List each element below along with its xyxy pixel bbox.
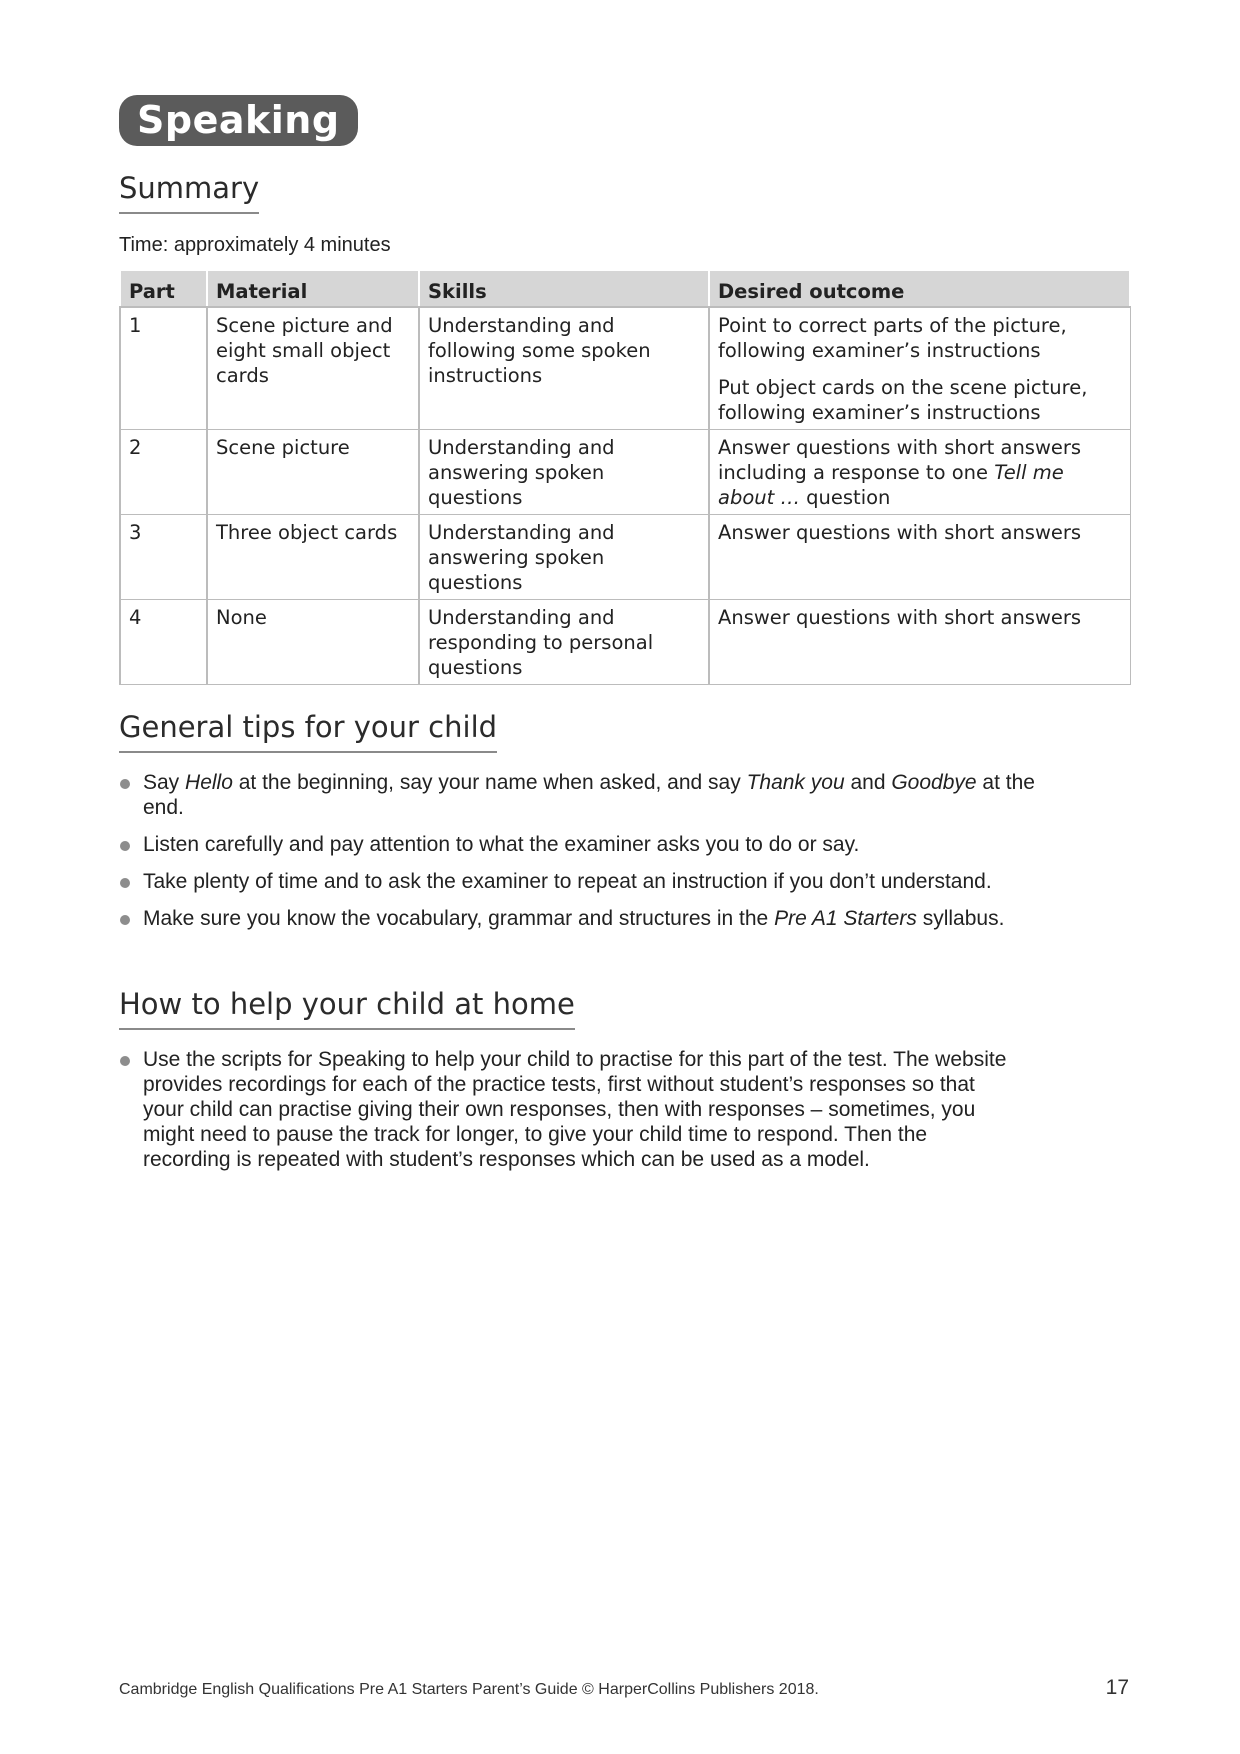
tip-text: Take plenty of time and to ask the examiner to repeat an instruction if you don’t understand. xyxy=(143,870,992,893)
column-header-skills: Skills xyxy=(419,271,709,307)
table-row xyxy=(120,600,1130,685)
bullet-icon xyxy=(120,779,130,789)
bullet-icon xyxy=(120,1056,130,1066)
tips-heading: General tips for your child xyxy=(119,709,497,753)
time-info: Time: approximately 4 minutes xyxy=(119,234,391,256)
tip-text: Make sure you know the vocabulary, grammar and structures in the xyxy=(143,907,775,930)
table-row xyxy=(120,515,1130,600)
list-item xyxy=(119,869,1039,894)
bullet-icon xyxy=(120,878,130,888)
part-cell: 2 xyxy=(120,430,207,515)
outcome-cell xyxy=(709,307,1130,430)
summary-table xyxy=(119,271,1131,685)
part-cell: 3 xyxy=(120,515,207,600)
tip-text-italic: Goodbye xyxy=(891,771,977,794)
tip-text: Listen carefully and pay attention to what the examiner asks you to do or say. xyxy=(143,833,860,856)
outcome-cell xyxy=(709,600,1130,685)
summary-heading: Summary xyxy=(119,170,259,214)
outcome-text: Answer questions with short answers xyxy=(718,606,1082,629)
part-cell: 1 xyxy=(120,307,207,430)
help-heading: How to help your child at home xyxy=(119,986,575,1030)
skills-cell: Understanding and following some spoken instructions xyxy=(419,307,709,430)
tip-text: and xyxy=(844,771,892,794)
outcome-cell xyxy=(709,430,1130,515)
material-cell: Three object cards xyxy=(207,515,419,600)
tip-text-italic: Thank you xyxy=(746,771,845,794)
table-row xyxy=(120,430,1130,515)
tip-text-italic: Pre A1 Starters xyxy=(774,907,917,930)
column-header-outcome: Desired outcome xyxy=(709,271,1130,307)
page-number: 17 xyxy=(1105,1676,1129,1699)
list-item xyxy=(119,832,1039,857)
material-cell: Scene picture and eight small object cards xyxy=(207,307,419,430)
skills-cell: Understanding and answering spoken questions xyxy=(419,515,709,600)
table-row xyxy=(120,307,1130,430)
tips-list xyxy=(119,770,1039,943)
list-item xyxy=(119,770,1039,820)
bullet-icon xyxy=(120,915,130,925)
list-item xyxy=(119,906,1039,931)
tip-text: at the beginning, say your name when asked, and say xyxy=(232,771,747,794)
tip-text: syllabus. xyxy=(916,907,1005,930)
bullet-icon xyxy=(120,841,130,851)
section-title-pill: Speaking xyxy=(119,95,358,146)
outcome-cell xyxy=(709,515,1130,600)
outcome-text: Put object cards on the scene picture, following examiner’s instructions xyxy=(718,376,1088,424)
outcome-text-plain: Answer questions with short answers including a response to one xyxy=(718,436,1082,484)
help-text: Use the scripts for Speaking to help your child to practise for this part of the test. The website provides recordings for each of the practice tests, first without student’s responses so that your child can practise giving their own responses, then with responses – sometimes, you might need to pause the track for longer, to give your child time to respond. Then the recording is repeated with student’s responses which can be used as a model. xyxy=(143,1048,1007,1171)
outcome-text: Point to correct parts of the picture, following examiner’s instructions xyxy=(718,314,1067,362)
tip-text-italic: Hello xyxy=(185,771,233,794)
material-cell: None xyxy=(207,600,419,685)
outcome-text: Answer questions with short answers xyxy=(718,521,1082,544)
skills-cell: Understanding and answering spoken questions xyxy=(419,430,709,515)
column-header-part: Part xyxy=(120,271,207,307)
list-item xyxy=(119,1047,1019,1172)
part-cell: 4 xyxy=(120,600,207,685)
outcome-text xyxy=(718,435,1122,510)
skills-cell: Understanding and responding to personal questions xyxy=(419,600,709,685)
tip-text: Say xyxy=(143,771,186,794)
outcome-text-italic: Tell me about … xyxy=(718,461,1064,509)
tip-text: at the end. xyxy=(143,771,1035,819)
material-cell: Scene picture xyxy=(207,430,419,515)
help-list xyxy=(119,1047,1019,1184)
table-header-row xyxy=(120,271,1130,307)
column-header-material: Material xyxy=(207,271,419,307)
footer-copyright: Cambridge English Qualifications Pre A1 Starters Parent’s Guide © HarperCollins Publishers 2018. xyxy=(119,1681,819,1698)
outcome-text-plain: question xyxy=(799,486,891,509)
